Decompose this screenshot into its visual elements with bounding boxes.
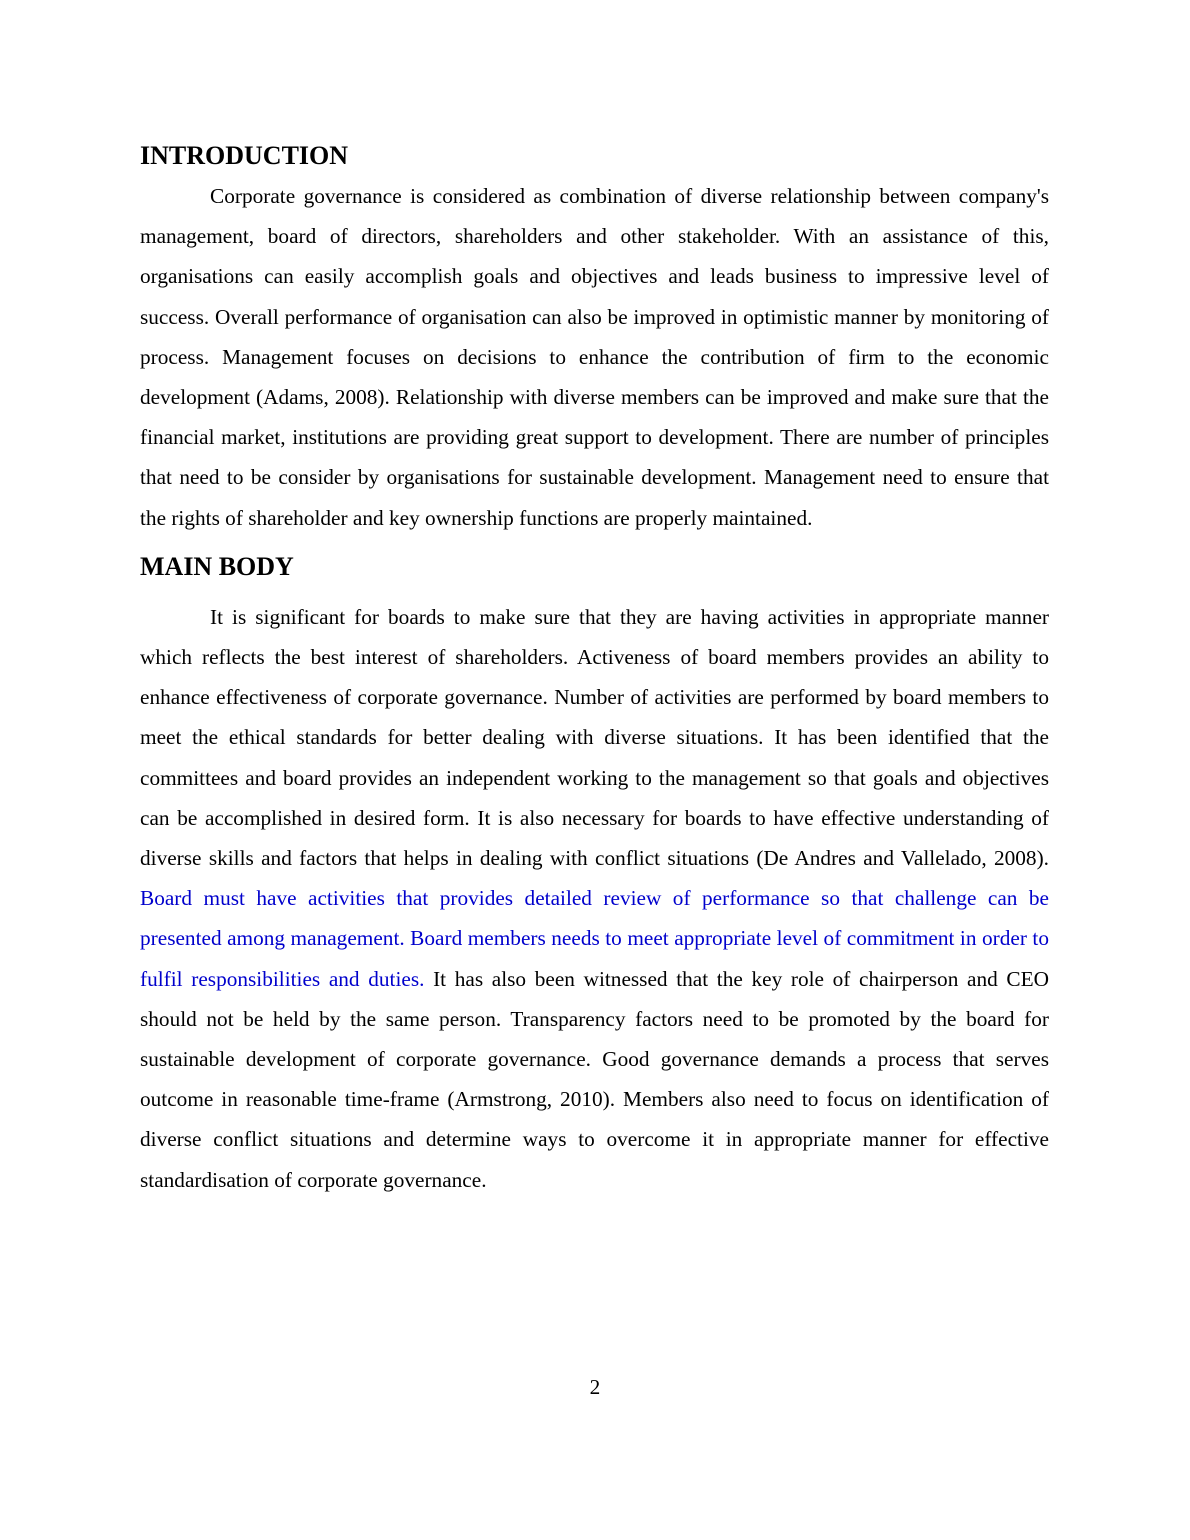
- introduction-paragraph: Corporate governance is considered as combination of diverse relationship between company's management, board of directors, shareholders and other stakeholder. With an assistance of this, organisations can easily accomplish goals and objectives and leads business to impressive level of success. Overall performance of organisation can also be improved in optimistic manner by monitoring of process. Management focuses on decisions to enhance the contribution of firm to the economic development (Adams, 2008). Relationship with diverse members can be improved and make sure that the financial market, institutions are providing great support to development. There are number of principles that need to be consider by organisations for sustainable development. Management need to ensure that the rights of shareholder and key ownership functions are properly maintained.: [140, 184, 1049, 530]
- main-body-heading: MAIN BODY: [140, 551, 294, 581]
- main-body-text-start: It is significant for boards to make sure that they are having activities in appropriate manner which reflects the best interest of shareholders. Activeness of board members provides an ability to enhance effectiveness of corporate governance. Number of activities are performed by board members to meet the ethical standards for better dealing with diverse situations. It has been identified that the committees and board provides an independent working to the management so that goals and objectives can be accomplished in desired form. It is also necessary for boards to have effective understanding of diverse skills and factors that helps in dealing with conflict situations (De Andres and Vallelado, 2008).: [140, 604, 1049, 871]
- main-body-paragraph: [140, 597, 1049, 1200]
- document-page: [140, 139, 1049, 1200]
- introduction-heading: INTRODUCTION: [140, 141, 349, 170]
- page-number: 2: [589, 1375, 601, 1399]
- highlighted-text: Board must have activities that provides detailed review of performance so that challenge can be presented among management. Board members needs to meet appropriate level of commitment in order to fulfil responsibilities and duties.: [140, 886, 1049, 991]
- main-body-text-end: It has also been witnessed that the key role of chairperson and CEO should not be held by the same person. Transparency factors need to be promoted by the board for sustainable development of corporate governance. Good governance demands a process that serves outcome in reasonable time-frame (Armstrong, 2010). Members also need to focus on identification of diverse conflict situations and determine ways to overcome it in appropriate manner for effective standardisation of corporate governance.: [140, 966, 1049, 1192]
